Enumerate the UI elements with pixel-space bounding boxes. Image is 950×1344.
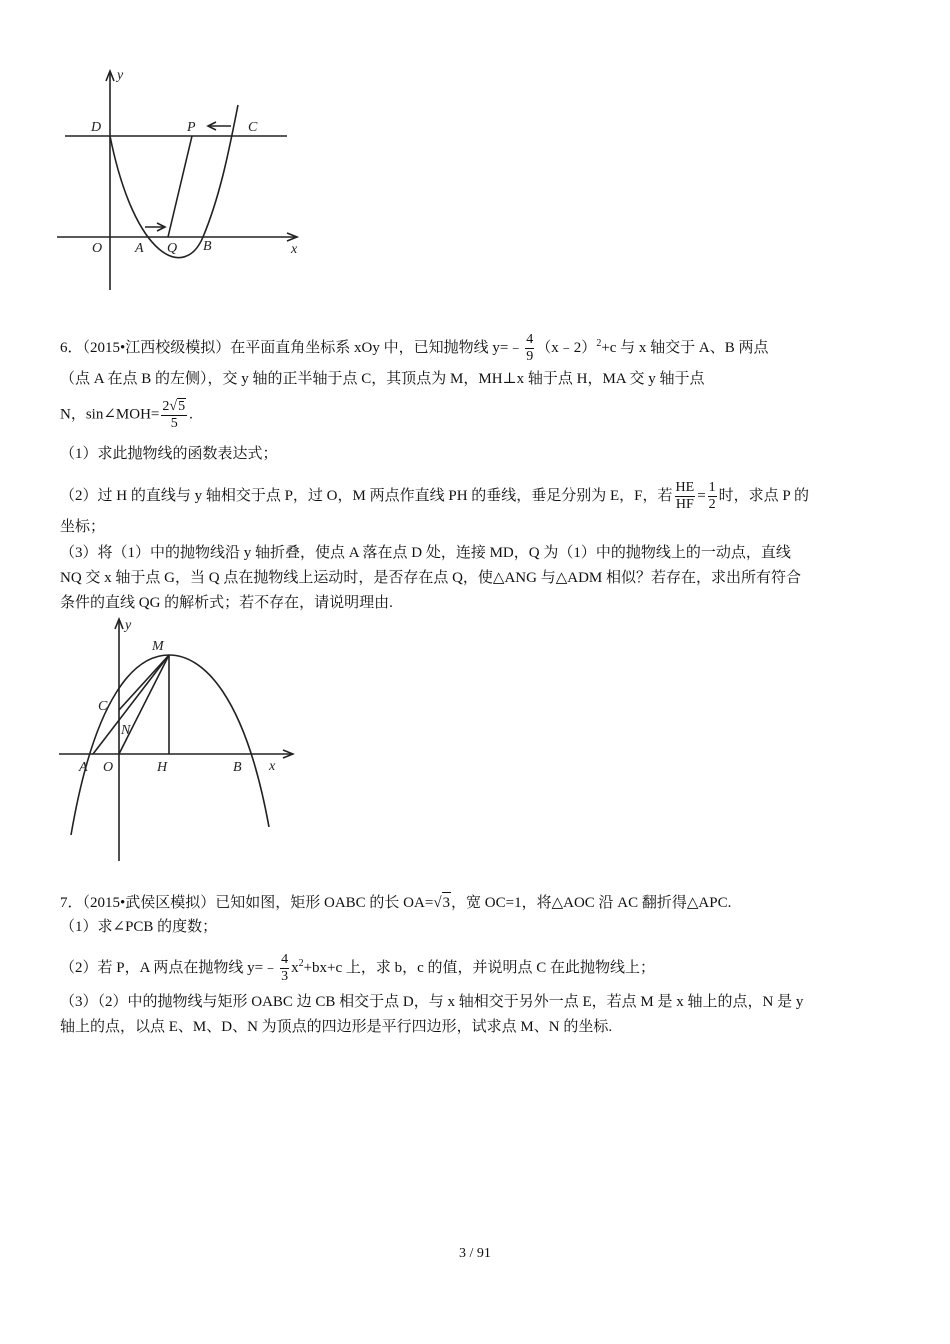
label-b: B	[203, 239, 212, 254]
fraction-2root5-5: $\frac{2√5}{5}$	[162, 399, 186, 431]
q7-sub2: （2）若 P，A 两点在抛物线 y=﹣ $\frac{4}{3}$ $x^2+bx+c$ 上，求 b，c 的值，并说明点 C 在此抛物线上；	[60, 952, 656, 984]
label-m: M	[152, 639, 164, 654]
fraction-4-9: $\frac{4}{9}$	[526, 332, 534, 364]
figure-parabola-mhn	[55, 615, 295, 865]
q7-sub1: （1）求∠PCB 的度数；	[60, 919, 218, 935]
label-a: A	[135, 241, 144, 256]
label-q: Q	[167, 241, 178, 256]
fraction-1-2: $\frac{1}{2}$	[708, 480, 716, 512]
fraction-4-3: $\frac{4}{3}$	[281, 952, 289, 984]
q7-line1: 7．（2015•武侯区模拟）已知如图，矩形 OABC 的长 OA=√3，宽 OC=1，将△AOC 沿 AC 翻折得△APC.	[60, 892, 890, 913]
label-o: O	[92, 241, 103, 256]
segment-mo	[119, 655, 169, 754]
label-n: N	[121, 723, 131, 738]
label-o: O	[103, 760, 114, 775]
label-a: A	[79, 760, 88, 775]
q6-sub3-c: 条件的直线 QG 的解析式；若不存在，请说明理由.	[60, 595, 393, 611]
q7-sub3-b: 轴上的点，以点 E、M、D、N 为顶点的四边形是平行四边形，试求点 M、N 的坐标.	[60, 1019, 613, 1035]
q6-sub3-b: NQ 交 x 轴于点 G，当 Q 点在抛物线上运动时，是否存在点 Q，使△ANG 与△ADM 相似？若存在，求出所有符合	[60, 570, 801, 586]
fraction-he-hf: $\frac{HE}{HF}$	[675, 480, 695, 512]
q6-sub3-a: （3）将（1）中的抛物线沿 y 轴折叠，使点 A 落在点 D 处，连接 MD，Q 为（1）中的抛物线上的一动点，直线	[60, 545, 791, 561]
label-c: C	[98, 699, 108, 714]
page-number: 3 / 91	[459, 1246, 491, 1261]
q6-line3: N，sin∠MOH= $\frac{2√5}{5}$ .	[60, 399, 193, 431]
label-y: y	[117, 68, 124, 83]
figure-parabola-pq	[55, 65, 315, 295]
label-x: x	[269, 759, 276, 774]
q6-sub1: （1）求此抛物线的函数表达式；	[60, 446, 278, 462]
segment-pq	[168, 136, 192, 237]
label-c: C	[248, 120, 258, 135]
parabola-curve	[110, 105, 238, 258]
q6-sub2: （2）过 H 的直线与 y 轴相交于点 P，过 O，M 两点作直线 PH 的垂线，垂足分别为 E，F，若 $\frac{HE}{HF}$ = $\frac{1}{2}$ 时，求点 P 的	[60, 480, 809, 512]
q7-sub3-a: （3）（2）中的抛物线与矩形 OABC 边 CB 相交于点 D，与 x 轴相交于另外一点 E，若点 M 是 x 轴上的点，N 是 y	[60, 994, 804, 1010]
q6-line1: 6．（2015•江西校级模拟）在平面直角坐标系 xOy 中，已知抛物线 y=﹣ $\frac{4}{9}$ （x﹣2）$^2$+c 与 x 轴交于 A、B 两点	[60, 332, 769, 364]
label-b: B	[233, 760, 242, 775]
q6-sub2-cont: 坐标；	[60, 519, 106, 535]
label-x: x	[291, 242, 298, 257]
label-y: y	[125, 618, 132, 633]
label-d: D	[91, 120, 102, 135]
q6-line2: （点 A 在点 B 的左侧），交 y 轴的正半轴于点 C，其顶点为 M，MH⊥x 轴于点 H，MA 交 y 轴于点	[60, 371, 705, 387]
label-h: H	[157, 760, 168, 775]
label-p: P	[187, 120, 196, 135]
radical-3: 3	[442, 892, 452, 913]
